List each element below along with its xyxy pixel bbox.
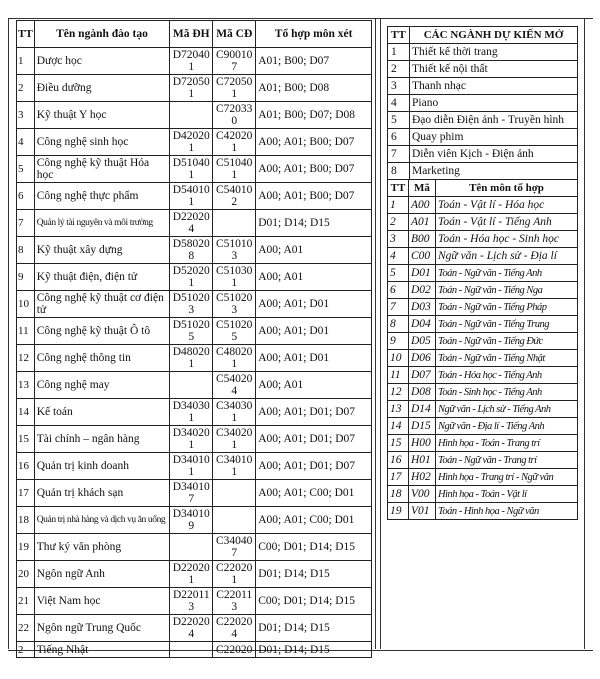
header-major-name: Tên ngành đào tạo [34,21,170,48]
university-code [170,48,213,75]
combo-row [388,350,578,367]
college-code-text: C510103 [216,238,253,262]
university-code [170,480,213,507]
university-code-text: D510203 [172,292,210,316]
combo-code: D06 [409,350,436,367]
college-code-text: C420201 [216,130,253,154]
combo-subjects: Hình họa - Toán - Trang trí [436,435,578,452]
college-code-text: C340301 [216,400,253,424]
planned-tt: 8 [388,163,410,180]
combo-code: D14 [409,401,436,418]
subject-combos: D01; D14; D15 [256,642,372,658]
major-row [17,588,372,615]
subject-combos: C00; D01; D14; D15 [256,588,372,615]
major-name: Ngôn ngữ Trung Quốc [34,615,170,642]
combo-tt: 1 [388,197,409,214]
university-code-text: D340301 [172,400,210,424]
university-code [170,534,213,561]
combo-subjects: Toán - Ngữ văn - Tiếng Anh [436,265,578,282]
combo-tt: 9 [388,333,409,350]
college-code-text: C340407 [216,535,253,559]
major-row [17,372,372,399]
planned-major-name: Thanh nhạc [410,78,578,95]
combo-subjects: Toán - Hóa học - Sinh học [436,231,578,248]
combo-table-header [388,180,578,197]
combo-code: C00 [409,248,436,265]
combo-code: H02 [409,469,436,486]
university-code [170,426,213,453]
combo-tt: 6 [388,282,409,299]
combo-subjects: Toán - Ngữ văn - Tiếng Trung [436,316,578,333]
combo-subjects: Toán - Hình họa - Ngữ văn [436,503,578,520]
subject-combos: A01; B00; D08 [256,75,372,102]
combo-code: D04 [409,316,436,333]
college-code [213,372,256,399]
university-code-text: D510401 [172,157,210,181]
major-name: Tiếng Nhật [34,642,170,658]
college-code [213,480,256,507]
row-stt: 6 [17,183,35,210]
subject-combos: D01; D14; D15 [256,615,372,642]
college-code [213,426,256,453]
row-stt: 21 [17,588,35,615]
college-code-text: C510401 [216,157,253,181]
majors-table-body [17,48,372,658]
row-stt: 19 [17,534,35,561]
row-stt: 3 [17,102,35,129]
combo-row [388,384,578,401]
combo-subjects: Toán - Vật lí - Hóa học [436,197,578,214]
combo-subjects: Toán - Sinh học - Tiếng Anh [436,384,578,401]
combo-tt: 4 [388,248,409,265]
combo-code: A00 [409,197,436,214]
planned-tt: 3 [388,78,410,95]
college-code-text: C510301 [216,265,253,289]
college-code-text: C540204 [216,373,253,397]
planned-tt: 4 [388,95,410,112]
row-stt: 12 [17,345,35,372]
college-code [213,507,256,534]
combo-row [388,214,578,231]
subject-combos: A00; A01; D01; D07 [256,453,372,480]
combo-code: D07 [409,367,436,384]
combo-code: A01 [409,214,436,231]
major-name: Việt Nam học [34,588,170,615]
college-code [213,399,256,426]
combo-tt: 16 [388,452,409,469]
majors-table [16,20,372,658]
combo-row [388,265,578,282]
university-code-text: D480201 [172,346,210,370]
major-name: Kỹ thuật điện, điện tử [34,264,170,291]
subject-combos: C00; D01; D14; D15 [256,534,372,561]
major-name: Quản trị kinh doanh [34,453,170,480]
college-code [213,561,256,588]
university-code [170,75,213,102]
major-row [17,210,372,237]
combo-code: V00 [409,486,436,503]
planned-tt: 2 [388,61,410,78]
major-name: Kế toán [34,399,170,426]
subject-combos: A01; B00; D07 [256,48,372,75]
combo-code: V01 [409,503,436,520]
planned-major-name: Đạo diễn Điện ảnh - Truyền hình [410,112,578,129]
row-stt: 10 [17,291,35,318]
planned-major-name: Quay phim [410,129,578,146]
row-stt: 2 [17,642,35,658]
combo-row [388,316,578,333]
college-code [213,210,256,237]
university-code-text: D220204 [172,616,210,640]
row-stt: 8 [17,237,35,264]
planned-major-row [388,44,578,61]
combo-row [388,197,578,214]
planned-major-name: Thiết kế nội thất [410,61,578,78]
major-row [17,534,372,561]
row-stt: 16 [17,453,35,480]
major-row [17,156,372,183]
combo-tt: 13 [388,401,409,418]
row-stt: 11 [17,318,35,345]
college-code [213,183,256,210]
subject-combos: A00; A01; B00; D07 [256,156,372,183]
combo-subjects: Toán - Ngữ văn - Tiếng Pháp [436,299,578,316]
major-row [17,102,372,129]
university-code [170,345,213,372]
college-code-text: C540102 [216,184,253,208]
subject-combos: A00; A01 [256,372,372,399]
major-row [17,75,372,102]
college-code-text: C340101 [216,454,253,478]
planned-header-title: CÁC NGÀNH DỰ KIẾN MỞ [410,27,578,44]
combo-row [388,503,578,520]
planned-major-row [388,61,578,78]
major-row [17,318,372,345]
combo-code: D01 [409,265,436,282]
combo-code: D15 [409,418,436,435]
planned-major-name: Thiết kế thời trang [410,44,578,61]
subject-combos: A01; B00; D07; D08 [256,102,372,129]
planned-major-row [388,146,578,163]
combo-row [388,452,578,469]
college-code [213,48,256,75]
combo-subjects: Toán - Ngữ văn - Tiếng Nhật [436,350,578,367]
major-row [17,129,372,156]
major-row [17,426,372,453]
combo-tt: 5 [388,265,409,282]
combo-tt: 2 [388,214,409,231]
row-stt: 20 [17,561,35,588]
combo-subjects: Ngữ văn - Địa lí - Tiếng Anh [436,418,578,435]
college-code [213,318,256,345]
row-stt: 18 [17,507,35,534]
combo-subjects: Ngữ văn - Lịch sử - Địa lí [436,248,578,265]
header-subject-combos: Tổ hợp môn xét [256,21,372,48]
university-code-text: D340109 [172,508,210,532]
subject-combos: A00; A01 [256,237,372,264]
college-code [213,129,256,156]
planned-table-body [388,44,578,180]
planned-tt: 7 [388,146,410,163]
combo-code: H01 [409,452,436,469]
college-code-text: C510203 [216,292,253,316]
row-stt: 17 [17,480,35,507]
major-row [17,264,372,291]
combo-row [388,333,578,350]
university-code [170,372,213,399]
planned-tt: 6 [388,129,410,146]
major-row [17,453,372,480]
college-code [213,453,256,480]
major-name: Công nghệ kỹ thuật cơ điện tử [34,291,170,318]
planned-major-row [388,163,578,180]
university-code-text: D340107 [172,481,210,505]
planned-majors-table [387,26,578,180]
planned-major-name: Piano [410,95,578,112]
university-code [170,453,213,480]
row-stt: 4 [17,129,35,156]
combo-row [388,418,578,435]
university-code-text: D520201 [172,265,210,289]
combo-table-body [388,197,578,520]
subject-combos: A00; A01; D01; D07 [256,399,372,426]
university-code [170,210,213,237]
planned-table-header [388,27,578,44]
major-row [17,615,372,642]
college-code [213,642,256,658]
combo-tt: 18 [388,486,409,503]
college-code [213,264,256,291]
major-row [17,291,372,318]
major-name: Kỹ thuật Y học [34,102,170,129]
combo-subjects: Toán - Ngữ văn - Tiếng Nga [436,282,578,299]
university-code [170,237,213,264]
subject-combos: A00; A01; B00; D07 [256,183,372,210]
major-name: Công nghệ may [34,372,170,399]
college-code [213,102,256,129]
university-code [170,129,213,156]
university-code-text: D420201 [172,130,210,154]
college-code [213,345,256,372]
college-code-text: C22020 [216,643,253,656]
major-row [17,48,372,75]
university-code-text: D720401 [172,49,210,73]
planned-major-row [388,78,578,95]
combo-tt: 12 [388,384,409,401]
combo-tt: 11 [388,367,409,384]
subject-combos: A00; A01; C00; D01 [256,507,372,534]
college-code [213,75,256,102]
combo-subjects: Toán - Hóa học - Tiếng Anh [436,367,578,384]
university-code [170,102,213,129]
combo-tt: 8 [388,316,409,333]
subject-combos: A00; A01; D01 [256,345,372,372]
combo-row [388,486,578,503]
major-name: Công nghệ kỹ thuật Hóa học [34,156,170,183]
major-row [17,507,372,534]
college-code-text: C720501 [216,76,253,100]
combo-code: D02 [409,282,436,299]
combo-tt: 7 [388,299,409,316]
major-name: Kỹ thuật xây dựng [34,237,170,264]
college-code-text: C340201 [216,427,253,451]
college-code [213,615,256,642]
combo-subjects: Toán - Ngữ văn - Tiếng Đức [436,333,578,350]
combo-tt: 10 [388,350,409,367]
row-stt: 15 [17,426,35,453]
subject-combo-table [387,179,578,520]
subject-combos: A00; A01 [256,264,372,291]
university-code-text: D340201 [172,427,210,451]
row-stt: 1 [17,48,35,75]
major-name: Quản trị khách sạn [34,480,170,507]
header-college-code: Mã CĐ [213,21,256,48]
combo-code: H00 [409,435,436,452]
combo-tt: 17 [388,469,409,486]
college-code [213,534,256,561]
combo-row [388,231,578,248]
combo-header-tt: TT [388,180,409,197]
combo-subjects: Toán - Ngữ văn - Trang trí [436,452,578,469]
college-code-text: C720330 [216,103,253,127]
college-code [213,588,256,615]
combo-tt: 15 [388,435,409,452]
university-code [170,156,213,183]
university-code-text: D340101 [172,454,210,478]
subject-combos: A00; A01; D01 [256,318,372,345]
combo-code: B00 [409,231,436,248]
combo-row [388,469,578,486]
college-code-text: C900107 [216,49,253,73]
major-name: Tài chính – ngân hàng [34,426,170,453]
combo-row [388,401,578,418]
combo-subjects: Ngữ văn - Lịch sử - Tiếng Anh [436,401,578,418]
major-name: Thư ký văn phòng [34,534,170,561]
major-name: Ngôn ngữ Anh [34,561,170,588]
planned-tt: 1 [388,44,410,61]
planned-header-tt: TT [388,27,410,44]
combo-row [388,435,578,452]
combo-code: D03 [409,299,436,316]
combo-tt: 3 [388,231,409,248]
combo-row [388,367,578,384]
university-code-text: D220201 [172,562,210,586]
major-name: Điều dưỡng [34,75,170,102]
combo-row [388,248,578,265]
university-code [170,183,213,210]
combo-row [388,299,578,316]
university-code [170,507,213,534]
row-stt: 9 [17,264,35,291]
college-code-text: C220201 [216,562,253,586]
subject-combos: A00; A01; C00; D01 [256,480,372,507]
major-name: Quản trị nhà hàng và dịch vụ ăn uống [34,507,170,534]
university-code [170,264,213,291]
row-stt: 22 [17,615,35,642]
major-name: Công nghệ kỹ thuật Ô tô [34,318,170,345]
university-code-text: D720501 [172,76,210,100]
subject-combos: D01; D14; D15 [256,561,372,588]
university-code [170,615,213,642]
row-stt: 13 [17,372,35,399]
combo-subjects: Hình họa - Toán - Vật lí [436,486,578,503]
university-code [170,318,213,345]
planned-major-name: Diễn viên Kịch - Điện ảnh [410,146,578,163]
major-row [17,237,372,264]
combo-tt: 19 [388,503,409,520]
header-university-code: Mã ĐH [170,21,213,48]
major-name: Dược học [34,48,170,75]
combo-subjects: Toán - Vật lí - Tiếng Anh [436,214,578,231]
university-code [170,291,213,318]
major-name: Quản lý tài nguyên và môi trường [34,210,170,237]
college-code [213,291,256,318]
major-row [17,642,372,658]
university-code [170,642,213,658]
university-code-text: D510205 [172,319,210,343]
combo-subjects: Hình họa - Trang trí - Ngữ văn [436,469,578,486]
planned-major-row [388,112,578,129]
major-row [17,345,372,372]
subject-combos: A00; A01; D01 [256,291,372,318]
row-stt: 14 [17,399,35,426]
subject-combos: A00; A01; B00; D07 [256,129,372,156]
university-code-text: D580208 [172,238,210,262]
planned-major-name: Marketing [410,163,578,180]
major-name: Công nghệ thông tin [34,345,170,372]
college-code-text: C220204 [216,616,253,640]
university-code [170,399,213,426]
university-code-text: D220113 [172,589,210,613]
combo-code: D05 [409,333,436,350]
university-code [170,561,213,588]
combo-tt: 14 [388,418,409,435]
college-code-text: C220113 [216,589,253,613]
combo-row [388,282,578,299]
college-code [213,237,256,264]
major-row [17,399,372,426]
major-row [17,183,372,210]
university-code-text: D540101 [172,184,210,208]
planned-major-row [388,129,578,146]
subject-combos: D01; D14; D15 [256,210,372,237]
college-code [213,156,256,183]
university-code [170,588,213,615]
row-stt: 5 [17,156,35,183]
major-row [17,561,372,588]
row-stt: 7 [17,210,35,237]
college-code-text: C480201 [216,346,253,370]
planned-major-row [388,95,578,112]
subject-combos: A00; A01; D01; D07 [256,426,372,453]
majors-table-header [17,21,372,48]
major-name: Công nghệ sinh học [34,129,170,156]
university-code-text: D220204 [172,211,210,235]
combo-code: D08 [409,384,436,401]
combo-header-code: Mã [409,180,436,197]
header-stt: TT [17,21,35,48]
planned-tt: 5 [388,112,410,129]
combo-header-subjects: Tên môn tổ hợp [436,180,578,197]
college-code-text: C510205 [216,319,253,343]
major-row [17,480,372,507]
row-stt: 2 [17,75,35,102]
major-name: Công nghệ thực phẩm [34,183,170,210]
